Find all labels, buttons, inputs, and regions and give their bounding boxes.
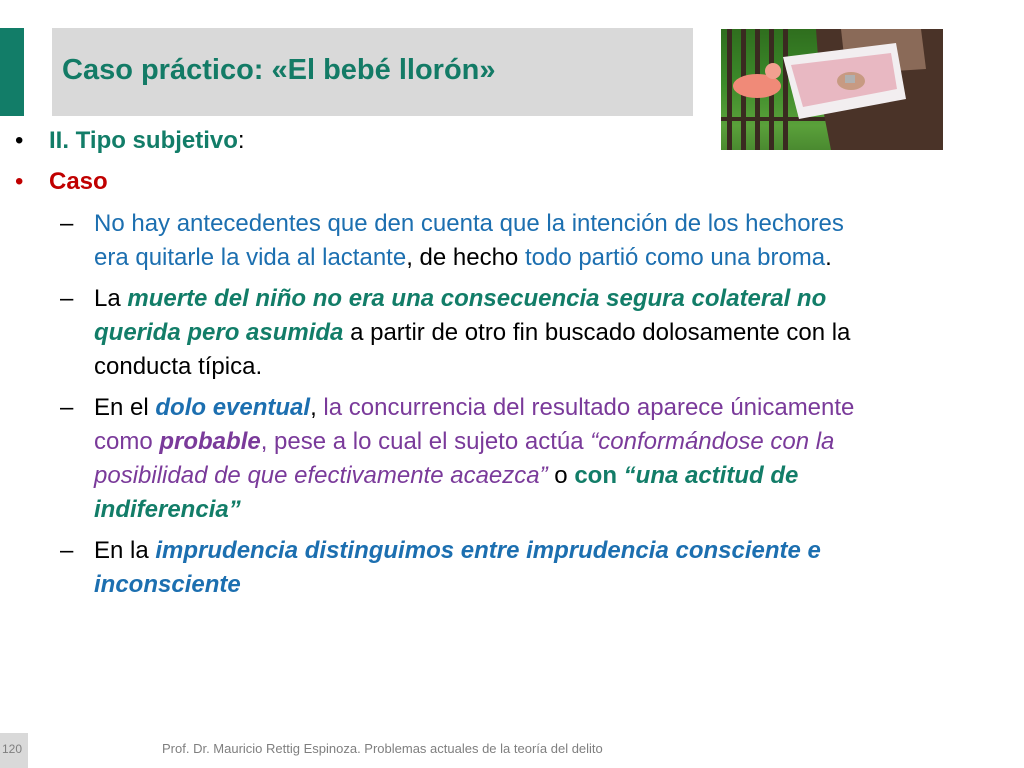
text-run: En la (94, 537, 156, 564)
text-run: o (547, 462, 575, 489)
page-number-box (0, 733, 28, 768)
text-run: La (94, 285, 128, 312)
bullet-marker: • (15, 168, 24, 195)
text-run: , de hecho (406, 244, 525, 271)
text-run: a partir de otro fin buscado dolosamente con la (343, 319, 851, 346)
text-run: conducta típica. (94, 353, 263, 380)
text-run: todo partió como una broma (524, 244, 826, 271)
dash-marker: – (60, 394, 74, 421)
text-run: posibilidad de que efectivamente acaezca” (94, 462, 548, 489)
text-run: . (825, 244, 832, 271)
text-run: como (94, 428, 160, 455)
text-run: En el (94, 394, 156, 421)
slide-title: Caso práctico: «El bebé llorón» (62, 54, 496, 86)
text-run: imprudencia distinguimos entre imprudencia consciente e (155, 537, 821, 564)
text-run: con (574, 462, 624, 489)
text-run: probable (159, 428, 261, 455)
text-run: No hay antecedentes que den cuenta que la intención de los hechores (94, 210, 844, 237)
text-run: muerte del niño no era una consecuencia segura colateral no (127, 285, 827, 312)
text-run: “una actitud de (623, 462, 799, 489)
footer-credit: Prof. Dr. Mauricio Rettig Espinoza. Problemas actuales de la teoría del delito (162, 741, 603, 756)
text-run: , pese a lo cual el sujeto actúa (260, 428, 591, 455)
text-run: era quitarle la vida al lactante (94, 244, 407, 271)
dash-marker: – (60, 210, 74, 237)
text-run: “conformándose con la (590, 428, 835, 455)
bullet-heading: II. Tipo subjetivo (49, 127, 238, 154)
bullet-marker: • (15, 127, 24, 154)
text-run: indiferencia” (94, 496, 241, 523)
dash-marker: – (60, 285, 74, 312)
text-run: la concurrencia del resultado aparece únicamente (323, 394, 855, 421)
text-run: dolo eventual (155, 394, 311, 421)
bullet-heading: Caso (49, 168, 108, 195)
bullet-colon: : (237, 127, 245, 154)
dash-marker: – (60, 537, 74, 564)
text-run: querida pero asumida (94, 319, 344, 346)
text-run: , (310, 394, 324, 421)
page-number: 120 (2, 742, 23, 756)
text-run: inconsciente (94, 571, 241, 598)
